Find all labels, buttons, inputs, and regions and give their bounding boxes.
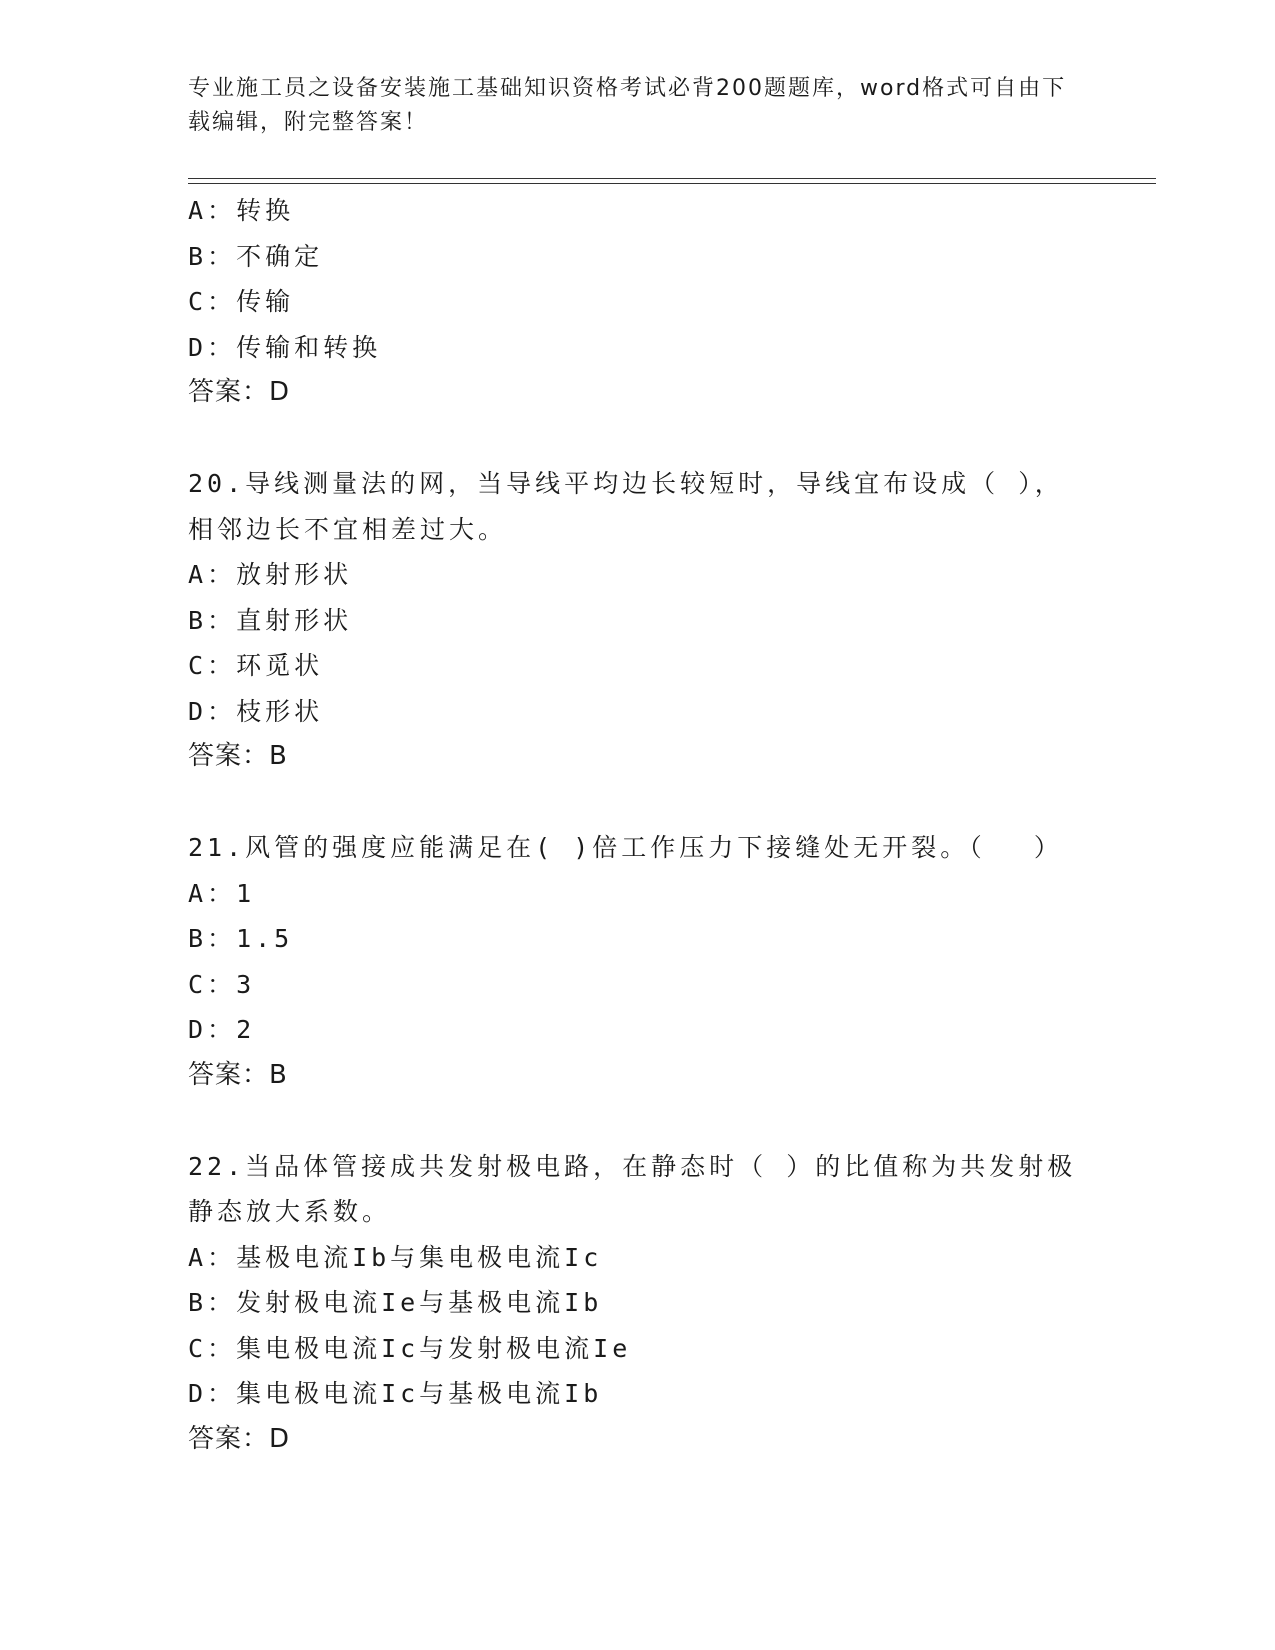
- option-text: 直射形状: [236, 605, 353, 635]
- option-a: [188, 871, 1088, 917]
- question-list: [188, 188, 1088, 1462]
- option-text: 1.5: [236, 924, 294, 953]
- option-letter: B：: [188, 1288, 237, 1317]
- answer-line: 答案：B: [188, 1059, 288, 1090]
- option-letter: D：: [188, 1015, 237, 1044]
- option-b: [188, 598, 1088, 644]
- question-21: [188, 825, 1088, 1098]
- answer-line: 答案：D: [188, 1423, 291, 1454]
- option-text: 转换: [236, 196, 295, 225]
- option-text: 2: [236, 1015, 256, 1044]
- spacer: [188, 780, 1088, 826]
- question-text: 当品体管接成共发射极电路，在静态时（ ）的比值称为共发射极: [245, 1151, 1077, 1181]
- option-text: 基极电流Ib与集电极电流Ic: [236, 1242, 603, 1272]
- option-d: [188, 1007, 1088, 1053]
- spacer: [188, 1098, 1088, 1144]
- option-letter: C：: [188, 969, 237, 999]
- option-b: [188, 1280, 1088, 1326]
- question-text: 风管的强度应能满足在( )倍工作压力下接缝处无开裂。（ ）: [245, 833, 1063, 862]
- option-text: 集电极电流Ic与发射极电流Ie: [236, 1333, 632, 1363]
- option-d: [188, 325, 1088, 371]
- document-header: 专业施工员之设备安装施工基础知识资格考试必背200题题库，word格式可自由下载编辑，附完整答案！: [188, 76, 1067, 135]
- option-d: [188, 1371, 1088, 1417]
- question-stem-line: [188, 1144, 1088, 1190]
- option-text: 枝形状: [236, 696, 324, 726]
- option-letter: A：: [188, 560, 237, 589]
- option-text: 传输: [236, 287, 295, 316]
- option-text: 传输和转换: [236, 332, 382, 362]
- option-text: 发射极电流Ie与基极电流Ib: [236, 1288, 603, 1317]
- header-rule-top: [188, 178, 1156, 179]
- option-letter: C：: [188, 1333, 237, 1363]
- option-letter: B：: [188, 605, 237, 635]
- option-a: [188, 188, 1088, 234]
- question-22: [188, 1144, 1088, 1463]
- answer-line: 答案：B: [188, 741, 288, 771]
- option-d: [188, 689, 1088, 735]
- option-letter: D：: [188, 1379, 237, 1408]
- option-c: [188, 279, 1088, 325]
- option-a: [188, 552, 1088, 598]
- option-text: 放射形状: [236, 560, 353, 589]
- option-a: [188, 1235, 1088, 1281]
- question-number: 20.: [188, 469, 246, 498]
- question-stem-line: 静态放大系数。: [188, 1197, 392, 1226]
- option-c: [188, 1326, 1088, 1372]
- question-stem-line: 相邻边长不宜相差过大。: [188, 514, 508, 544]
- option-letter: A：: [188, 878, 237, 908]
- question-20: [188, 461, 1088, 780]
- header-rule-bottom: [188, 183, 1156, 184]
- option-text: 环觅状: [236, 651, 324, 680]
- option-text: 集电极电流Ic与基极电流Ib: [236, 1379, 603, 1408]
- answer-line: 答案：D: [188, 377, 291, 407]
- spacer: [188, 416, 1088, 462]
- option-b: [188, 916, 1088, 962]
- option-text: 不确定: [236, 241, 324, 271]
- option-c: [188, 643, 1088, 689]
- option-letter: B：: [188, 924, 237, 953]
- option-letter: C：: [188, 651, 237, 680]
- option-letter: B：: [188, 241, 237, 271]
- question-stem-line: [188, 825, 1088, 871]
- question-text: 导线测量法的网，当导线平均边长较短时，导线宜布设成（ ），: [245, 469, 1064, 498]
- option-text: 1: [236, 878, 256, 908]
- option-b: [188, 234, 1088, 280]
- option-letter: A：: [188, 196, 237, 225]
- question-number: 22.: [188, 1151, 246, 1181]
- option-c: [188, 962, 1088, 1008]
- question-19-continued: [188, 188, 1088, 416]
- option-letter: D：: [188, 696, 237, 726]
- option-letter: A：: [188, 1242, 237, 1272]
- option-letter: C：: [188, 287, 237, 316]
- question-stem-line: [188, 461, 1088, 507]
- option-letter: D：: [188, 332, 237, 362]
- option-text: 3: [236, 969, 256, 999]
- question-number: 21.: [188, 833, 246, 862]
